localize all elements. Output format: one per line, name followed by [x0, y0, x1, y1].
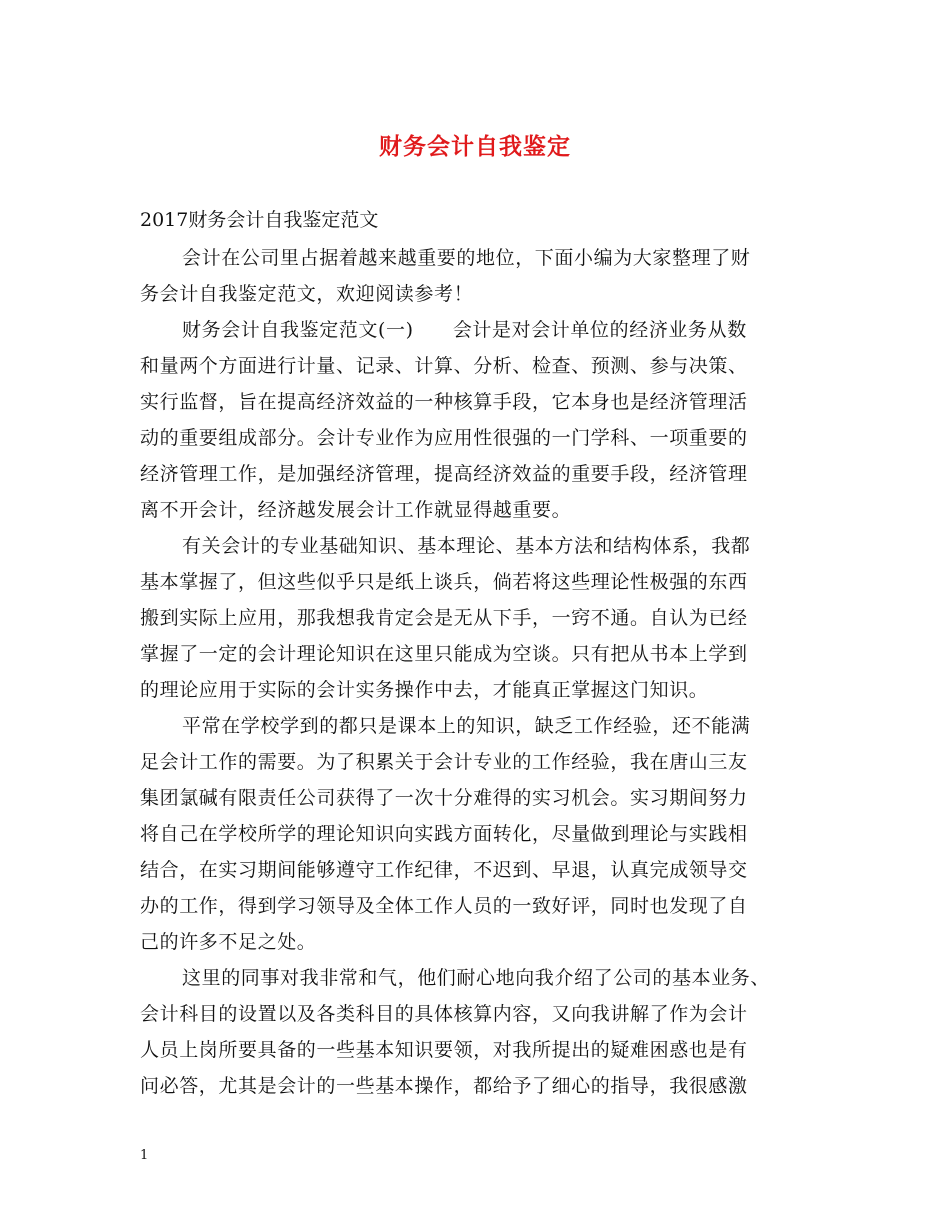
text-line: 务会计自我鉴定范文，欢迎阅读参考！	[140, 283, 474, 305]
text-line: 基本掌握了，但这些似乎只是纸上谈兵，倘若将这些理论性极强的东西	[140, 571, 748, 593]
text-line: 这里的同事对我非常和气，他们耐心地向我介绍了公司的基本业务、	[182, 967, 771, 989]
text-line: 会计科目的设置以及各类科目的具体核算内容，又向我讲解了作为会计	[140, 1003, 748, 1025]
text-line: 人员上岗所要具备的一些基本知识要领，对我所提出的疑难困惑也是有	[140, 1039, 748, 1061]
text-line: 将自己在学校所学的理论知识向实践方面转化，尽量做到理论与实践相	[140, 823, 748, 845]
text-line: 办的工作，得到学习领导及全体工作人员的一致好评，同时也发现了自	[140, 895, 748, 917]
text-line: 的理论应用于实际的会计实务操作中去，才能真正掌握这门知识。	[140, 679, 709, 701]
text-line: 集团氯碱有限责任公司获得了一次十分难得的实习机会。实习期间努力	[140, 787, 748, 809]
text-line: 问必答，尤其是会计的一些基本操作，都给予了细心的指导，我很感激	[140, 1075, 748, 1097]
document-body	[140, 240, 830, 1104]
page-number: 1	[140, 1148, 149, 1163]
text-line: 动的重要组成部分。会计专业作为应用性很强的一门学科、一项重要的	[140, 427, 748, 449]
text-line: 会计在公司里占据着越来越重要的地位，下面小编为大家整理了财	[182, 247, 751, 269]
text-line: 离不开会计，经济越发展会计工作就显得越重要。	[140, 499, 572, 521]
text-line: 有关会计的专业基础知识、基本理论、基本方法和结构体系，我都	[182, 535, 751, 557]
text-line: 财务会计自我鉴定范文(一) 会计是对会计单位的经济业务从数	[182, 319, 747, 341]
text-line: 平常在学校学到的都只是课本上的知识，缺乏工作经验，还不能满	[182, 715, 751, 737]
text-line: 搬到实际上应用，那我想我肯定会是无从下手，一窍不通。自认为已经	[140, 607, 748, 629]
text-line: 掌握了一定的会计理论知识在这里只能成为空谈。只有把从书本上学到	[140, 643, 748, 665]
document-subtitle: 2017财务会计自我鉴定范文	[140, 209, 379, 231]
text-line: 经济管理工作，是加强经济管理，提高经济效益的重要手段，经济管理	[140, 463, 748, 485]
text-line: 和量两个方面进行计量、记录、计算、分析、检查、预测、参与决策、	[140, 355, 748, 377]
text-line: 实行监督，旨在提高经济效益的一种核算手段，它本身也是经济管理活	[140, 391, 748, 413]
text-line: 己的许多不足之处。	[140, 931, 317, 953]
text-line: 结合，在实习期间能够遵守工作纪律，不迟到、早退，认真完成领导交	[140, 859, 748, 881]
document-title: 财务会计自我鉴定	[379, 133, 571, 160]
text-line: 足会计工作的需要。为了积累关于会计专业的工作经验，我在唐山三友	[140, 751, 748, 773]
